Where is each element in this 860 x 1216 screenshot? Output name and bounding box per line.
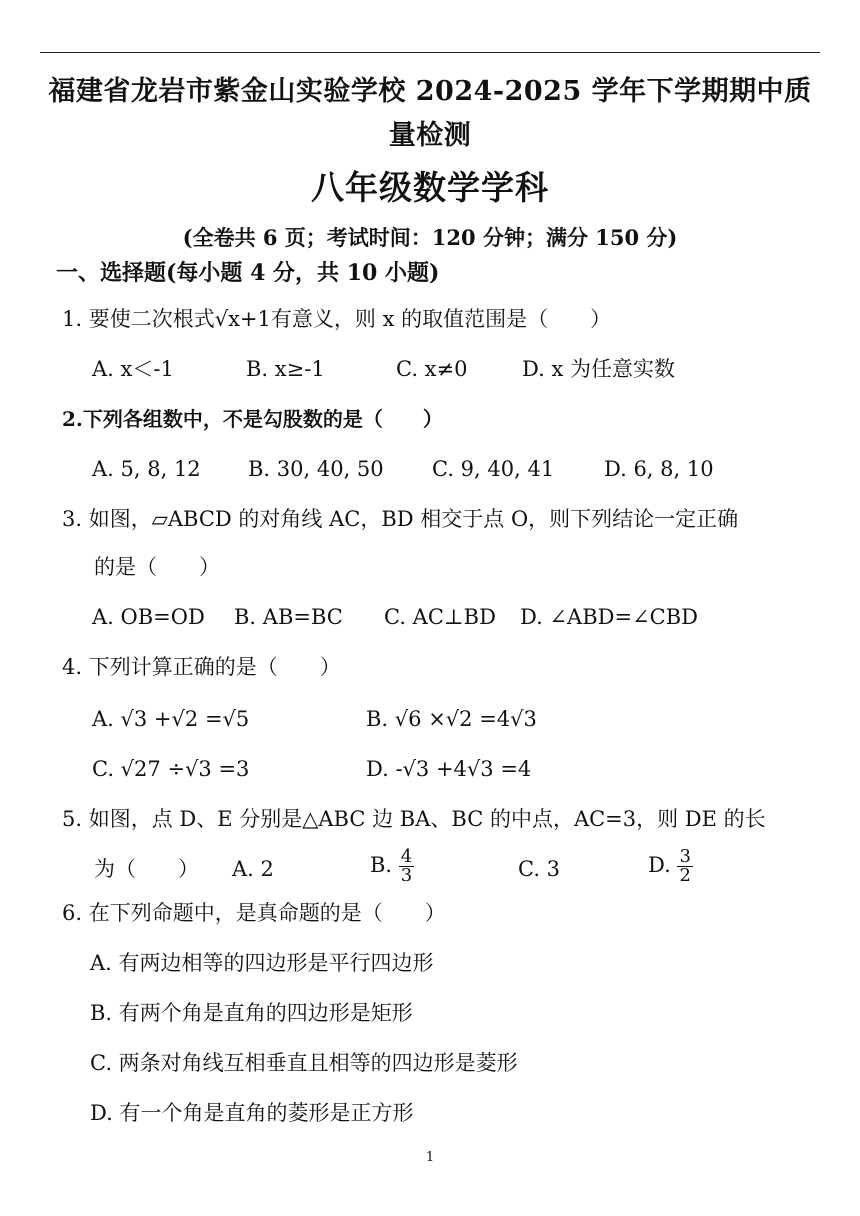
question-2-option-b: B. 30, 40, 50 xyxy=(248,457,384,481)
question-4-option-d: D. -√3 +4√3 =4 xyxy=(366,757,532,781)
question-5-option-c: C. 3 xyxy=(518,857,561,881)
question-5-option-b xyxy=(370,848,414,885)
exam-info: (全卷共 6 页；考试时间：120 分钟；满分 150 分) xyxy=(182,225,678,250)
question-1-option-d: D. x 为任意实数 xyxy=(522,357,675,381)
question-6-stem: 6. 在下列命题中，是真命题的是（ ） xyxy=(62,901,446,925)
top-rule xyxy=(40,52,820,53)
fraction-denominator: 3 xyxy=(400,865,413,886)
question-2-option-c: C. 9, 40, 41 xyxy=(432,457,555,481)
question-1-option-a: A. x＜-1 xyxy=(92,357,174,381)
question-1-stem: 1. 要使二次根式√x+1有意义，则 x 的取值范围是（ ） xyxy=(62,307,612,331)
fraction-numerator: 3 xyxy=(679,846,691,867)
question-4-option-b: B. √6 ×√2 =4√3 xyxy=(366,707,537,731)
question-4-stem: 4. 下列计算正确的是（ ） xyxy=(62,655,341,679)
question-3-stem-line2: 的是（ ） xyxy=(94,555,220,579)
section-heading: 一、选择题(每小题 4 分，共 10 小题) xyxy=(56,260,440,286)
question-4-option-c: C. √27 ÷√3 =3 xyxy=(92,757,250,781)
question-1-option-b: B. x≥-1 xyxy=(246,357,325,381)
question-3-option-d: D. ∠ABD=∠CBD xyxy=(520,605,698,629)
question-6-option-d: D. 有一个角是直角的菱形是正方形 xyxy=(90,1101,414,1125)
question-1-option-c: C. x≠0 xyxy=(396,357,468,381)
fraction-four-thirds xyxy=(399,848,414,885)
question-6-option-a: A. 有两边相等的四边形是平行四边形 xyxy=(90,951,434,975)
question-3-stem-line1: 3. 如图，▱ABCD 的对角线 AC，BD 相交于点 O，则下列结论一定正确 xyxy=(62,507,739,531)
subject-title: 八年级数学学科 xyxy=(311,168,549,207)
question-5-option-d xyxy=(648,848,693,885)
question-2-option-d: D. 6, 8, 10 xyxy=(604,457,714,481)
document-title: 福建省龙岩市紫金山实验学校 2024-2025 学年下学期期中质量检测 xyxy=(48,76,812,151)
question-5-option-a: A. 2 xyxy=(232,857,274,881)
question-6-option-c: C. 两条对角线互相垂直且相等的四边形是菱形 xyxy=(90,1051,518,1075)
fraction-denominator: 2 xyxy=(679,865,691,886)
question-5-stem-line2: 为（ ） xyxy=(94,857,199,881)
question-3-option-c: C. AC⊥BD xyxy=(384,605,496,629)
page-number: 1 xyxy=(425,1150,435,1165)
fraction-numerator: 4 xyxy=(400,846,413,867)
question-2-option-a: A. 5, 8, 12 xyxy=(92,457,201,481)
question-5-option-b-label: B. xyxy=(370,853,393,877)
question-3-option-b: B. AB=BC xyxy=(234,605,343,629)
question-5-stem-line1: 5. 如图，点 D、E 分别是△ABC 边 BA、BC 的中点，AC=3，则 DE 的长 xyxy=(62,807,766,831)
question-3-option-a: A. OB=OD xyxy=(92,605,205,629)
fraction-three-halves xyxy=(677,848,692,885)
question-6-option-b: B. 有两个角是直角的四边形是矩形 xyxy=(90,1001,413,1025)
question-2-stem: 2.下列各组数中，不是勾股数的是（ ） xyxy=(62,407,443,431)
question-4-option-a: A. √3 +√2 =√5 xyxy=(92,707,250,731)
question-5-option-d-label: D. xyxy=(648,853,671,877)
